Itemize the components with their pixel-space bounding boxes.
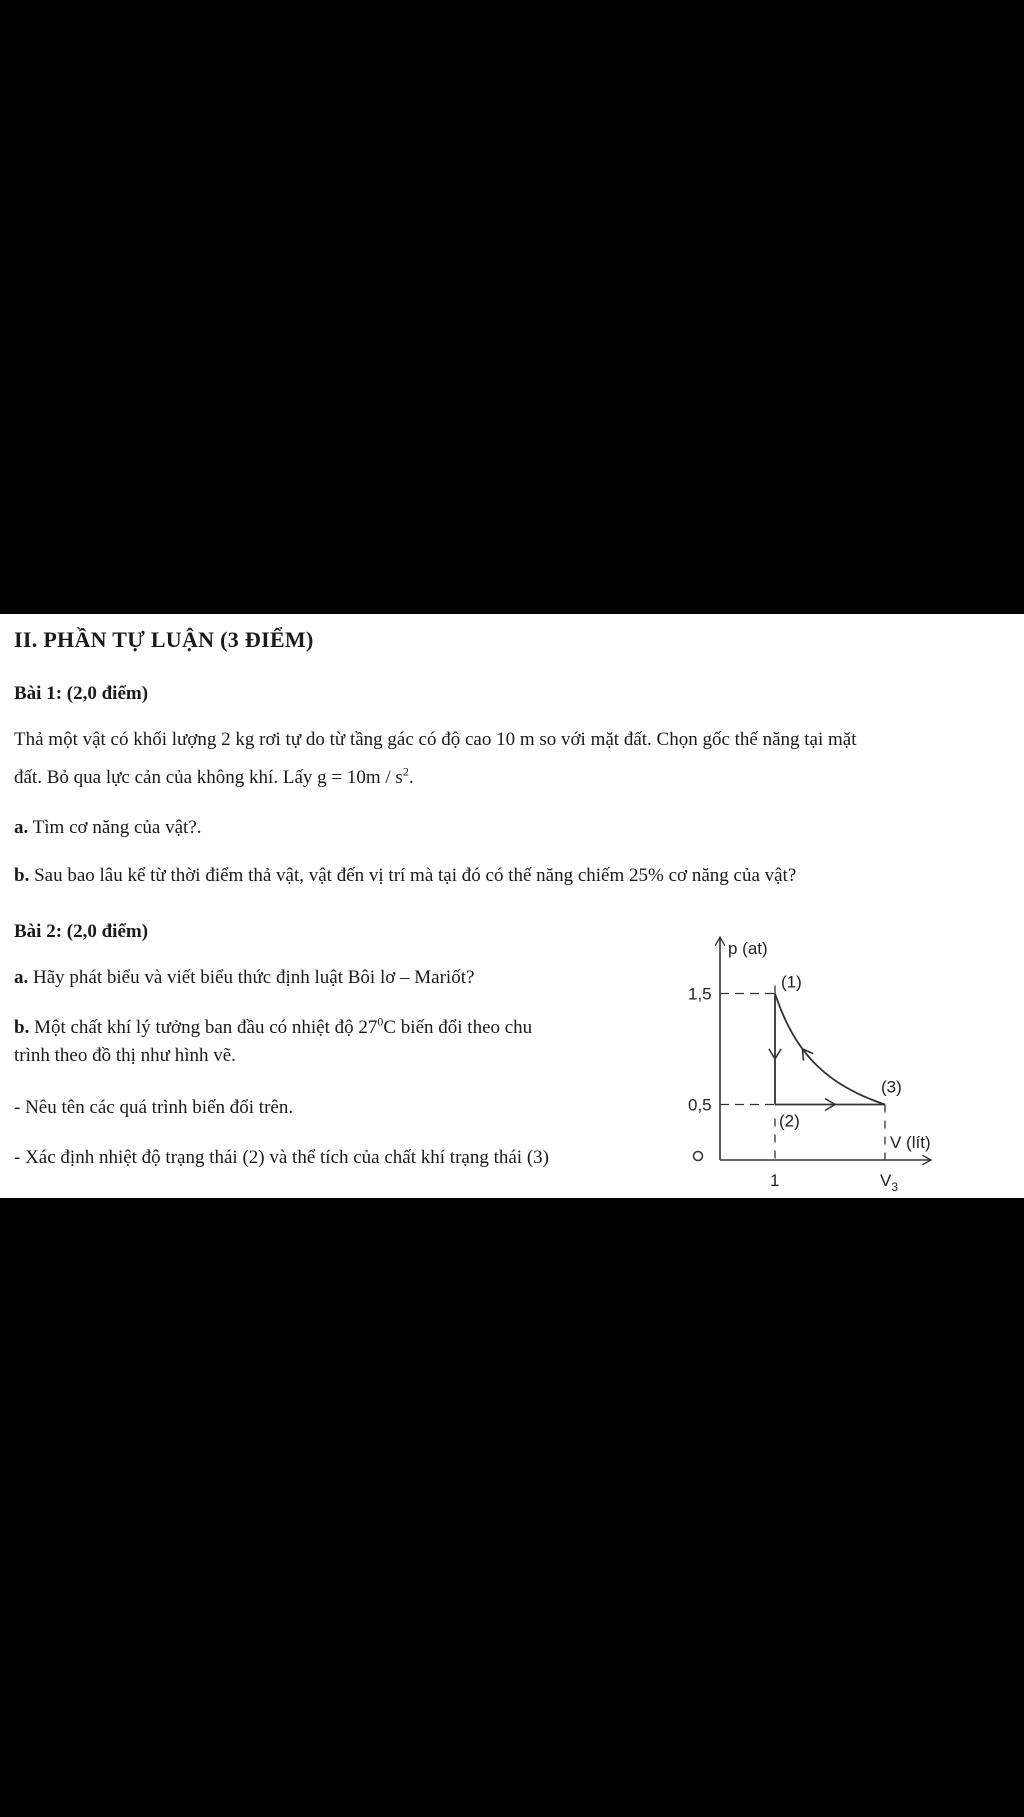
bai2-question-a: [14, 966, 474, 990]
bai2-a-label: a.: [14, 967, 29, 988]
bai2-b-label: b.: [14, 1017, 30, 1038]
state-label-2: (2): [779, 1111, 800, 1131]
g-formula-base: g = 10m / s: [317, 767, 403, 788]
pv-diagram: [680, 930, 1010, 1198]
bai2-b-text-line2: trình theo đồ thị như hình vẽ.: [14, 1045, 236, 1066]
x-axis-label: V (lít): [890, 1133, 931, 1152]
x-tick-label-v3: $V_3$: [880, 1171, 899, 1194]
section-title: II. PHẦN TỰ LUẬN (3 ĐIỂM): [14, 627, 314, 652]
bai1-text-line2-main: đất. Bỏ qua lực cản của không khí. Lấy: [14, 767, 313, 788]
bai2-question-b: [14, 1016, 532, 1040]
bai2-item2: - Xác định nhiệt độ trạng thái (2) và thể tích của chất khí trạng thái (3): [14, 1147, 549, 1168]
bai2-b-text-post: C biến đổi theo chu: [383, 1017, 533, 1038]
bai1-a-label: a.: [14, 817, 29, 838]
state-label-1: (1): [781, 972, 802, 992]
bai1-b-text: Sau bao lâu kể từ thời điểm thả vật, vật đến vị trí mà tại đó có thế năng chiếm 25% cơ năng của vật?: [34, 865, 797, 886]
y-tick-label-1: 1,5: [688, 984, 712, 1004]
x-tick-label-1: 1: [770, 1171, 780, 1190]
g-formula-end: .: [408, 767, 414, 788]
degree-sup: 0: [377, 1014, 384, 1029]
y-tick-label-2: 0,5: [688, 1095, 712, 1115]
bai1-b-label: b.: [14, 865, 30, 886]
bai1-question-a: [14, 816, 202, 840]
g-formula: [317, 764, 414, 788]
bai1-a-text: Tìm cơ năng của vật?.: [32, 817, 202, 838]
document-page: [0, 614, 1024, 1198]
process-3-1-curve: [775, 994, 885, 1105]
state-label-3: (3): [881, 1077, 902, 1097]
bai1-title: Bài 1: (2,0 điểm): [14, 683, 149, 704]
bai2-b-text-pre: Một chất khí lý tưởng ban đầu có nhiệt độ 27: [34, 1017, 378, 1038]
origin-marker: [694, 1152, 703, 1161]
bai2-item1: - Nêu tên các quá trình biến đổi trên.: [14, 1097, 294, 1118]
bai1-text-line2: [14, 766, 414, 790]
chart-layer: [688, 938, 931, 1194]
bai2-a-text: Hãy phát biểu và viết biểu thức định luật Bôi lơ – Mariốt?: [33, 967, 475, 988]
bai1-text-line1: Thả một vật có khối lượng 2 kg rơi tự do từ tầng gác có độ cao 10 m so với mặt đất. Chọn gốc thế năng tại mặt: [14, 729, 857, 750]
g-formula-exp: 2: [402, 764, 409, 779]
bai1-question-b: [14, 864, 796, 888]
y-axis-label: p (at): [728, 939, 768, 958]
bai2-title: Bài 2: (2,0 điểm): [14, 921, 149, 942]
